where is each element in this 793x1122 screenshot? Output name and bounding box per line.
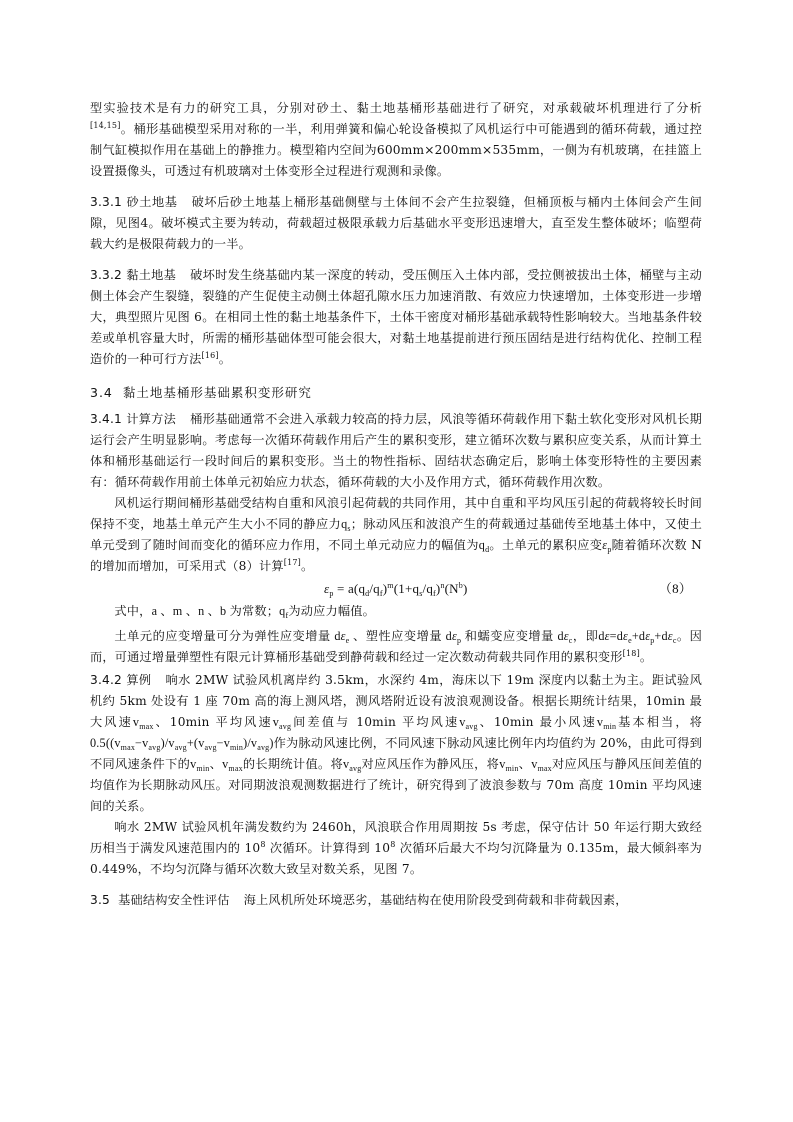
section-3-3-1: 3.3.1 砂土地基 破坏后砂土地基上桶形基础侧壁与土体间不会产生拉裂缝，但桶顶板与桶内土体间会产生间隙，见图4。破坏模式主要为转动，荷载超过极限承载力后基础水平变形迅速增大，直至发生整体破坏；临塑荷载大约是极限荷载力的一半。 xyxy=(90,195,703,251)
paragraph-symbols: 式中，a 、m 、n 、b 为常数；$q_f$为动应力幅值。 xyxy=(114,604,376,620)
formula-strain-sum: $d\varepsilon=d\varepsilon_e+d\varepsilon_p+d\varepsilon_c$ xyxy=(598,629,677,645)
formula-pulsation-ratio: $0.5((v_{max}-v_{avg})/v_{avg}+(v_{avg}-v_{min})/v_{avg})$ xyxy=(90,736,274,752)
section-heading: 3.3.2 黏土地基 xyxy=(90,268,177,282)
section-heading: 3.5 基础结构安全性评估 xyxy=(90,893,230,907)
section-heading: 3.3.1 砂土地基 xyxy=(90,195,178,209)
paragraph-strain-increment: 土单元的应变增量可分为弹性应变增量 $d\varepsilon_e$ 、塑性应变增量 $d\varepsilon_p$ 和蠕变应变增量 $d\varepsilon_c$，即$d\varepsilon=d\varepsilon_e+d\varepsilon_p+d\varepsilon_c$。因而，可通过增量弹塑性有限元计算桶形基础受到静荷载和经过一定次数动荷载共同作用的累积变形[18]。 xyxy=(90,629,703,664)
symbol-d-epsilon-e: $d\varepsilon_e$ xyxy=(330,629,350,645)
paragraph-xiangshui-result: 响水 2MW 试验风机年满发数约为 2460h，风浪联合作用周期按 5s 考虑，保守估计 50 年运行期大致经历相当于满发风速范围内的 $10^8$ 次循环。计算得到 $10^8$ 次循环后最大不均匀沉降量为 0.135m，最大倾斜率为 0.449%，不均匀沉降与循环次数大致呈对数关系，见图 7。 xyxy=(90,820,703,876)
symbol-qf: $q_f$ xyxy=(279,604,289,620)
symbol-d-epsilon-p: $d\varepsilon_p$ xyxy=(442,629,462,645)
section-heading: 3.4.1 计算方法 xyxy=(90,412,177,426)
citation: [17] xyxy=(283,558,302,567)
section-3-3-2: 3.3.2 黏土地基 破坏时发生绕基础内某一深度的转动，受压侧压入土体内部，受拉侧被拔出土体，桶壁与主动侧土体会产生裂缝，裂缝的产生促使主动侧土体超孔隙水压力加速消散、有效应力快速增加，土体变形进一步增大，典型照片见图 6。在相同土性的黏土地基条件下，土体干密度对桶形基础承载特性影响较大。当地基条件较差或单机容量大时，所需的桶形基础体型可能会很大，对黏土地基提前进行预压固结是进行结构优化、控制工程造价的一种可行方法[16]。 xyxy=(90,268,703,366)
section-heading: 3.4.2 算例 xyxy=(90,673,152,687)
paragraph-cyclic-load: 风机运行期间桶形基础受结构自重和风浪引起荷载的共同作用，其中自重和平均风压引起的荷载将较长时间保持不变，地基土单元产生大小不同的静应力$q_s$；脉动风压和波浪产生的荷载通过基础传至地基土体中，又使土单元受到了随时间而变化的循环应力作用，不同土单元动应力的幅值为$q_d$。土单元的累积应变$\varepsilon_p$随着循环次数 N 的增加而增加，可采用式（8）计算[17]。 xyxy=(90,496,703,573)
equation-number: （8） xyxy=(658,581,692,596)
symbol-epsilon-p: $\varepsilon_p$ xyxy=(602,538,612,554)
citation: [16] xyxy=(201,351,219,360)
paper-page xyxy=(90,98,702,911)
section-3-4-heading: 3.4 黏土地基桶形基础累积变形研究 xyxy=(90,385,312,400)
section-3-5: 3.5 基础结构安全性评估 海上风机所处环境恶劣，基础结构在使用阶段受到荷载和非荷载因素， xyxy=(90,893,628,907)
symbol-qd: $q_d$ xyxy=(478,538,490,554)
symbol-qs: $q_s$ xyxy=(341,517,351,533)
section-3-4-2: 3.4.2 算例 响水 2MW 试验风机离岸约 3.5km，水深约 4m，海床以下 19m 深度内以黏土为主。距试验风机约 5km 处设有 1 座 70m 高的海上测风塔，测风塔附近设有波浪观测设备。根据长期统计结果，10min 最大风速$v_{max}$、10min 平均风速$v_{avg}$间差值与 10min 平均风速$v_{avg}$、10min 最小风速$v_{min}$基本相当，将$0.5((v_{max}-v_{avg})/v_{avg}+(v_{avg}-v_{min})/v_{avg})$作为脉动风速比例，不同风速下脉动风速比例年内均值约为 20%，由此可得到不同风速条件下的$v_{min}$、$v_{max}$的长期统计值。将$v_{avg}$对应风压作为静风压，将$v_{min}$、$v_{max}$对应风压与静风压间差值的均值作为长期脉动风压。对同期波浪观测数据进行了统计，研究得到了波浪参数与 70m 高度 10min 平均风速间的关系。 xyxy=(90,673,703,813)
citation: [18] xyxy=(622,649,640,658)
equation-body: $\varepsilon_p = a(q_d/q_f)^m(1+q_s/q_f)^n(N^b)$ xyxy=(324,581,468,598)
section-3-4-1: 3.4.1 计算方法 桶形基础通常不会进入承载力较高的持力层，风浪等循环荷载作用下黏土软化变形对风机长期运行会产生明显影响。考虑每一次循环荷载作用后产生的累积变形，建立循环次数与累积应变关系，从而计算土体和桶形基础运行一段时间后的累积变形。当土的物性指标、固结状态确定后，影响土体变形特性的主要因素有：循环荷载作用前土体单元初始应力状态，循环荷载的大小及作用方式，循环荷载作用次数。 xyxy=(90,412,703,489)
symbol-d-epsilon-c: $d\varepsilon_c$ xyxy=(553,629,573,645)
paragraph-model-test: 型实验技术是有力的研究工具，分别对砂土、黏土地基桶形基础进行了研究，对承载破坏机理进行了分析[14,15]。桶形基础模型采用对称的一半，利用弹簧和偏心轮设备模拟了风机运行中可能遇到的循环荷载，通过控制气缸模拟作用在基础上的静推力。模型箱内空间为600mm×200mm×535mm，一侧为有机玻璃，在挂篮上设置摄像头，可透过有机玻璃对土体变形全过程进行观测和录像。 xyxy=(90,101,702,178)
equation-8 xyxy=(90,577,702,601)
citation: [14,15] xyxy=(90,121,121,130)
